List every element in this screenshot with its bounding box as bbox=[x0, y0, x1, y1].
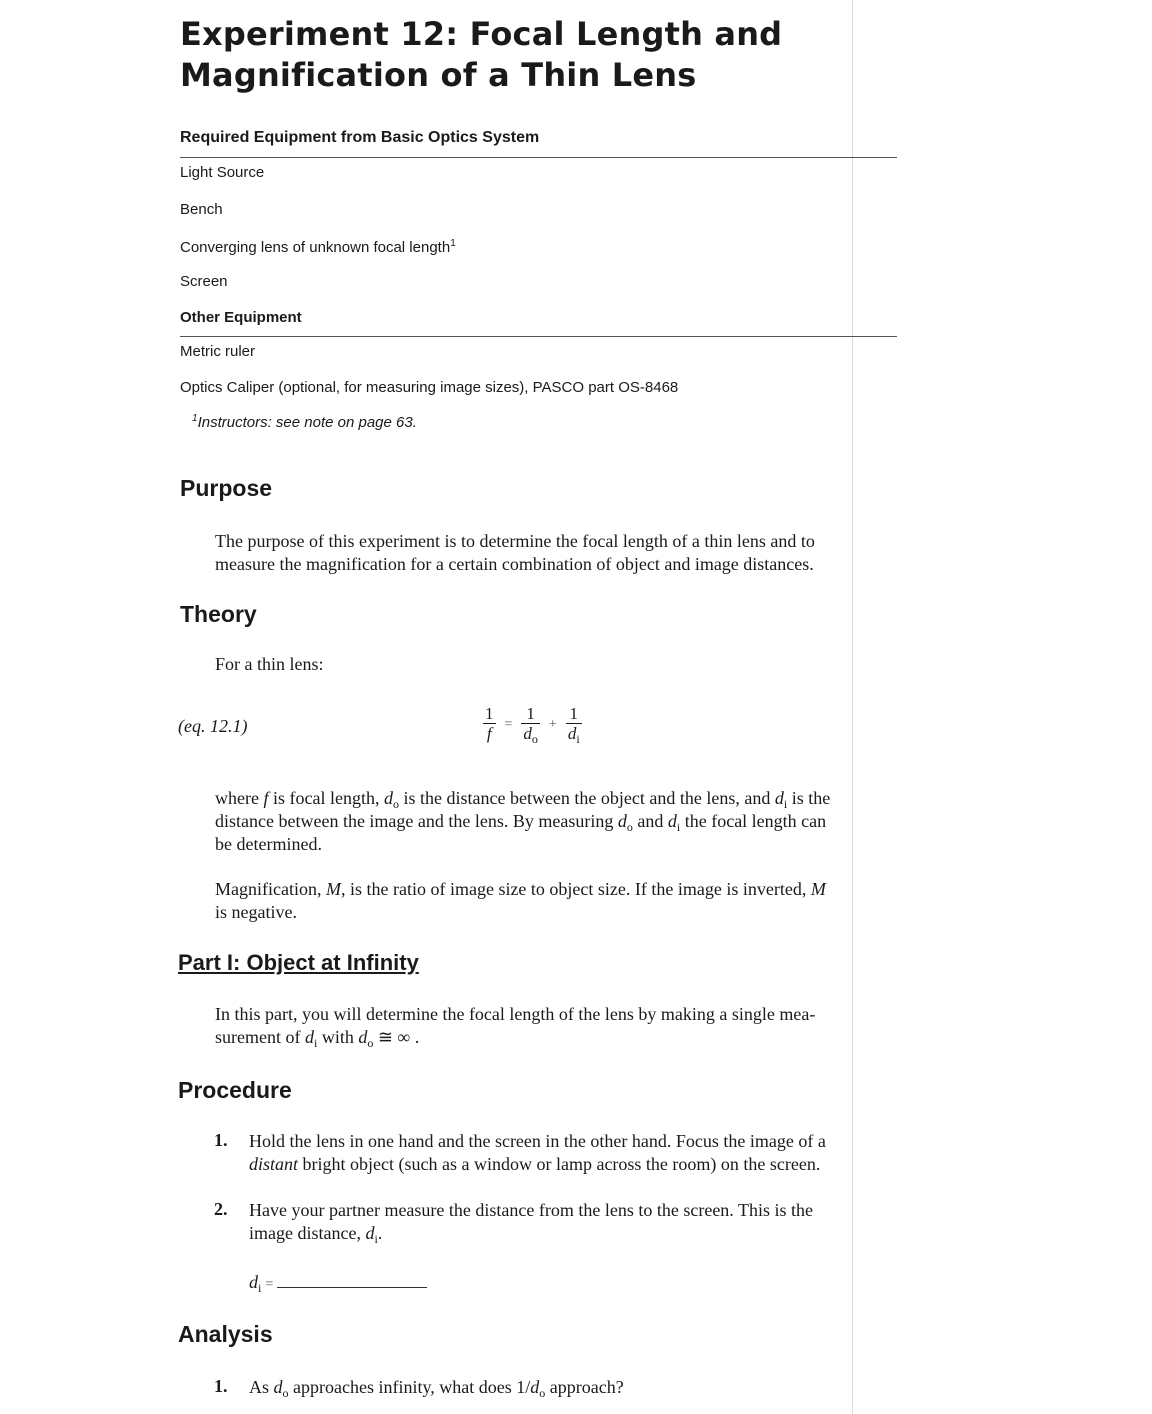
equation-label: (eq. 12.1) bbox=[178, 716, 248, 736]
step-number: 1. bbox=[214, 1130, 228, 1150]
other-equipment-heading: Other Equipment bbox=[180, 309, 302, 326]
purpose-heading: Purpose bbox=[180, 475, 273, 501]
divider bbox=[180, 336, 897, 337]
title-line-1: Experiment 12: Focal Length and bbox=[180, 15, 783, 53]
purpose-text: The purpose of this experiment is to determine the focal length of a thin lens and to measure the magnification for a certain combination of object and image distances. bbox=[215, 531, 815, 574]
footnote-marker: 1 bbox=[450, 238, 456, 249]
equipment-item: Screen bbox=[180, 273, 228, 290]
theory-heading: Theory bbox=[180, 601, 257, 627]
equipment-item: Metric ruler bbox=[180, 343, 256, 360]
equipment-item: Converging lens of unknown focal length$^1$ bbox=[180, 238, 456, 256]
theory-intro: For a thin lens: bbox=[215, 654, 324, 674]
page-edge-line bbox=[852, 0, 853, 1414]
equipment-item: Bench bbox=[180, 201, 223, 218]
part1-heading: Part I: Object at Infinity bbox=[178, 950, 419, 975]
step-number: 2. bbox=[214, 1199, 228, 1219]
procedure-step: Have your partner measure the distance from the lens to the screen. This is the image distance, $d_i$. bbox=[249, 1200, 813, 1246]
title-line-2: Magnification of a Thin Lens bbox=[180, 56, 697, 94]
analysis-heading: Analysis bbox=[178, 1321, 273, 1347]
analysis-question: As $d_o$ approaches infinity, what does $1/d_o$ approach? bbox=[249, 1377, 624, 1400]
question-number: 1. bbox=[214, 1376, 228, 1396]
part1-text: In this part, you will determine the focal length of the lens by making a single mea- surement of $d_i$ with $d_o$ ≅ ∞ . bbox=[215, 1004, 816, 1050]
equipment-item: Light Source bbox=[180, 164, 265, 181]
required-equipment-heading: Required Equipment from Basic Optics System bbox=[180, 129, 540, 146]
theory-explanation: where f is focal length, $d_o$ is the distance between the object and the lens, and $d_i$ is the distance between the image and the lens. By measuring $d_o$ and $d_i$ the focal length can be determined. bbox=[215, 788, 831, 854]
answer-blank[interactable] bbox=[277, 1273, 427, 1288]
image-distance-blank: $d_i$ = bbox=[249, 1271, 427, 1296]
footnote: $^1$Instructors: see note on page 63. bbox=[192, 413, 417, 431]
thin-lens-equation: $\frac{1}{f}$ = $\frac{1}{d_o}$ + $\frac{1}{d_i}$ bbox=[485, 704, 580, 746]
procedure-heading: Procedure bbox=[178, 1077, 292, 1103]
page-title bbox=[180, 14, 782, 96]
equipment-item: Optics Caliper (optional, for measuring image sizes), PASCO part OS-8468 bbox=[180, 379, 679, 396]
procedure-step: Hold the lens in one hand and the screen in the other hand. Focus the image of a distant bright object (such as a window or lamp across the room) on the screen. bbox=[249, 1131, 826, 1174]
divider bbox=[180, 157, 897, 158]
magnification-text: Magnification, M, is the ratio of image size to object size. If the image is inverted, M is negative. bbox=[215, 879, 826, 922]
